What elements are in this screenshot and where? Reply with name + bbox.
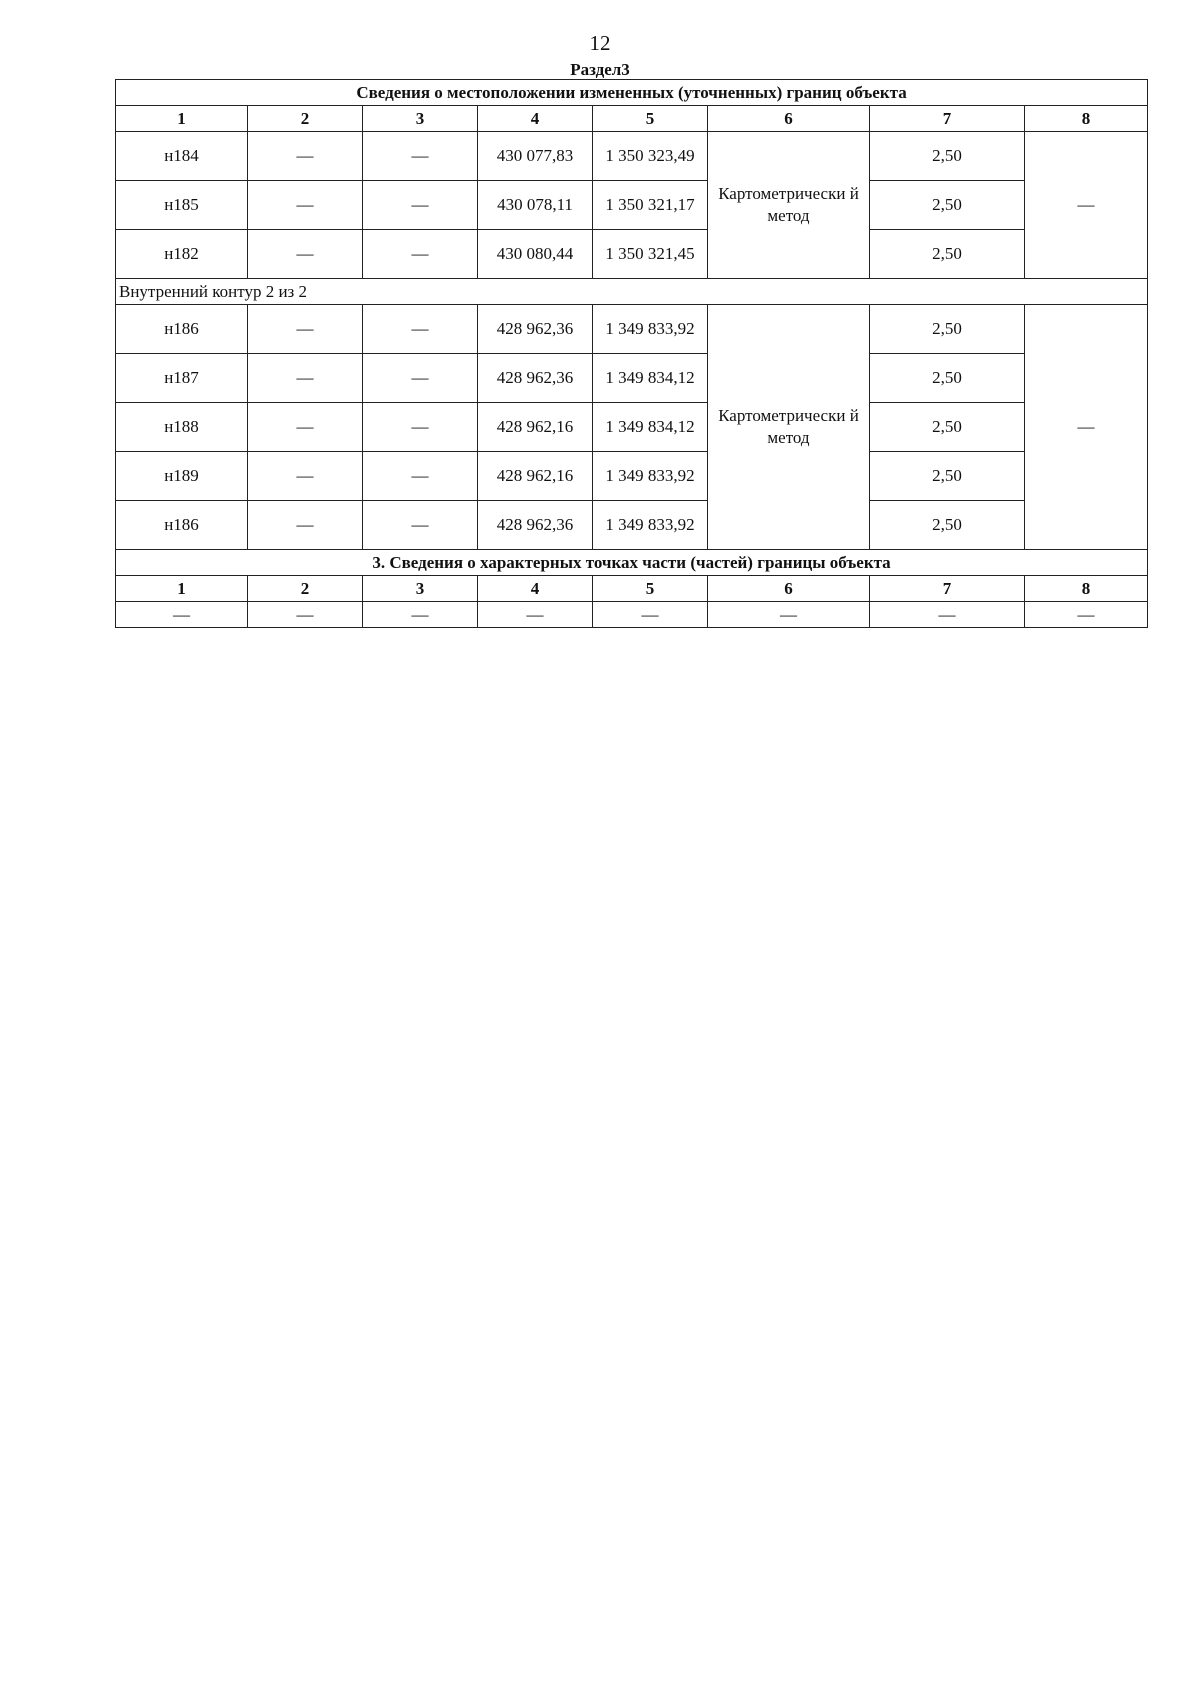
point-name: н184 <box>116 132 248 181</box>
col8-value: — <box>1025 305 1148 550</box>
column-number-row <box>116 106 1148 132</box>
col3-value: — <box>363 230 478 279</box>
section3-cell: — <box>870 602 1025 628</box>
column-number: 3 <box>363 576 478 602</box>
x-coordinate: 428 962,36 <box>478 354 593 403</box>
x-coordinate: 430 080,44 <box>478 230 593 279</box>
section3-cell: — <box>248 602 363 628</box>
column-number: 2 <box>248 106 363 132</box>
table-row <box>116 501 1148 550</box>
column-number: 1 <box>116 106 248 132</box>
method-cell: Картометрически й метод <box>708 305 870 550</box>
column-number: 3 <box>363 106 478 132</box>
col3-value: — <box>363 181 478 230</box>
y-coordinate: 1 350 323,49 <box>593 132 708 181</box>
col2-value: — <box>248 354 363 403</box>
table-row <box>116 452 1148 501</box>
column-number: 6 <box>708 106 870 132</box>
point-name: н186 <box>116 501 248 550</box>
x-coordinate: 428 962,16 <box>478 452 593 501</box>
col2-value: — <box>248 403 363 452</box>
col8-value: — <box>1025 132 1148 279</box>
column-number: 1 <box>116 576 248 602</box>
y-coordinate: 1 349 834,12 <box>593 403 708 452</box>
accuracy-value: 2,50 <box>870 403 1025 452</box>
col3-value: — <box>363 132 478 181</box>
column-number: 8 <box>1025 576 1148 602</box>
accuracy-value: 2,50 <box>870 132 1025 181</box>
accuracy-value: 2,50 <box>870 452 1025 501</box>
y-coordinate: 1 349 833,92 <box>593 452 708 501</box>
accuracy-value: 2,50 <box>870 501 1025 550</box>
section-title: Раздел3 <box>570 60 630 79</box>
accuracy-value: 2,50 <box>870 354 1025 403</box>
section3-column-row <box>116 576 1148 602</box>
section3-cell: — <box>116 602 248 628</box>
col3-value: — <box>363 305 478 354</box>
boundary-table <box>115 79 1148 628</box>
column-number: 4 <box>478 106 593 132</box>
col2-value: — <box>248 305 363 354</box>
point-name: н188 <box>116 403 248 452</box>
table-row <box>116 230 1148 279</box>
section3-cell: — <box>593 602 708 628</box>
section3-cell: — <box>363 602 478 628</box>
y-coordinate: 1 350 321,17 <box>593 181 708 230</box>
col2-value: — <box>248 132 363 181</box>
col3-value: — <box>363 354 478 403</box>
col2-value: — <box>248 452 363 501</box>
column-number: 7 <box>870 576 1025 602</box>
accuracy-value: 2,50 <box>870 181 1025 230</box>
table-row <box>116 403 1148 452</box>
y-coordinate: 1 349 833,92 <box>593 501 708 550</box>
section3-title: 3. Сведения о характерных точках части (частей) границы объекта <box>116 550 1148 576</box>
column-number: 4 <box>478 576 593 602</box>
x-coordinate: 428 962,36 <box>478 305 593 354</box>
table-row <box>116 354 1148 403</box>
accuracy-value: 2,50 <box>870 305 1025 354</box>
col2-value: — <box>248 230 363 279</box>
y-coordinate: 1 350 321,45 <box>593 230 708 279</box>
column-number: 8 <box>1025 106 1148 132</box>
column-number: 5 <box>593 106 708 132</box>
accuracy-value: 2,50 <box>870 230 1025 279</box>
page-number: 12 <box>589 31 611 55</box>
section3-row <box>116 602 1148 628</box>
col2-value: — <box>248 501 363 550</box>
col3-value: — <box>363 403 478 452</box>
column-number: 7 <box>870 106 1025 132</box>
inner-contour-label: Внутренний контур 2 из 2 <box>116 279 1148 305</box>
y-coordinate: 1 349 833,92 <box>593 305 708 354</box>
table-row <box>116 305 1148 354</box>
column-number: 6 <box>708 576 870 602</box>
col3-value: — <box>363 452 478 501</box>
x-coordinate: 428 962,36 <box>478 501 593 550</box>
point-name: н189 <box>116 452 248 501</box>
x-coordinate: 428 962,16 <box>478 403 593 452</box>
table-title: Сведения о местоположении измененных (уточненных) границ объекта <box>116 80 1148 106</box>
section3-cell: — <box>708 602 870 628</box>
point-name: н187 <box>116 354 248 403</box>
point-name: н185 <box>116 181 248 230</box>
point-name: н186 <box>116 305 248 354</box>
section3-cell: — <box>1025 602 1148 628</box>
point-name: н182 <box>116 230 248 279</box>
column-number: 5 <box>593 576 708 602</box>
table-row <box>116 181 1148 230</box>
section3-cell: — <box>478 602 593 628</box>
table-row <box>116 132 1148 181</box>
col3-value: — <box>363 501 478 550</box>
y-coordinate: 1 349 834,12 <box>593 354 708 403</box>
col2-value: — <box>248 181 363 230</box>
method-cell: Картометрически й метод <box>708 132 870 279</box>
x-coordinate: 430 078,11 <box>478 181 593 230</box>
x-coordinate: 430 077,83 <box>478 132 593 181</box>
column-number: 2 <box>248 576 363 602</box>
